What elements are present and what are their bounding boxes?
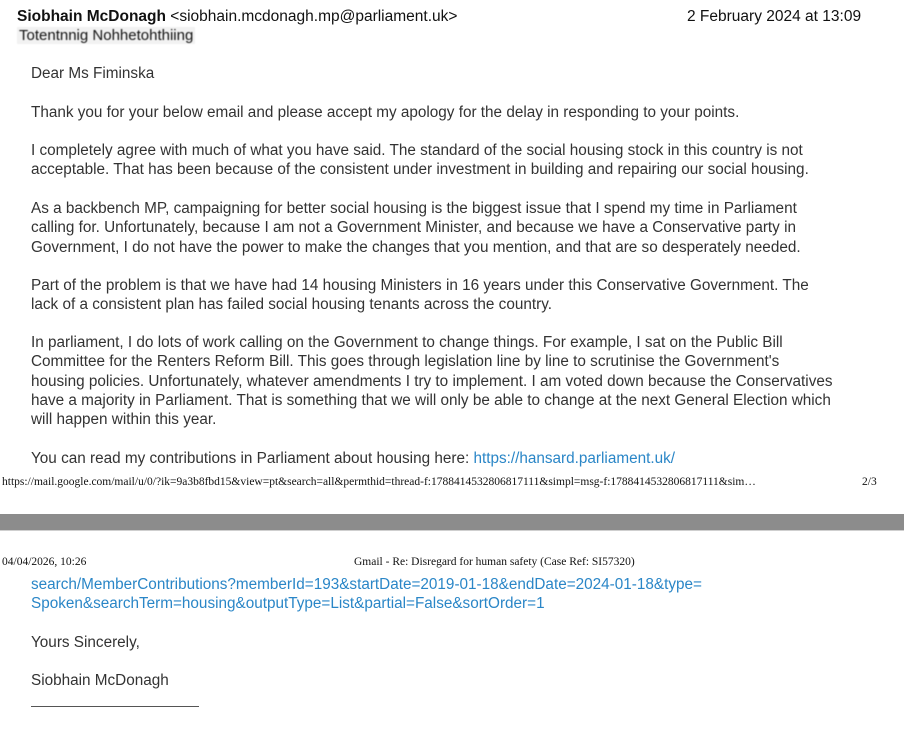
signature-divider — [31, 706, 199, 707]
closing-text: Yours Sincerely, — [31, 634, 140, 651]
signature-name: Siobhain McDonagh — [31, 672, 169, 689]
paragraph-5 — [31, 333, 871, 429]
greeting-text: Dear Ms Fiminska — [31, 65, 155, 82]
hansard-link-line-1[interactable]: search/MemberContributions?memberId=193&startDate=2019-01-18&endDate=2024-01-18&type= — [31, 576, 702, 593]
closing — [31, 633, 871, 652]
sender — [17, 8, 457, 26]
paragraph-4-line-2: lack of a consistent plan has failed social housing tenants across the country. — [31, 296, 552, 314]
greeting — [31, 64, 871, 83]
paragraph-1 — [31, 103, 871, 122]
paragraph-1-line-1: Thank you for your below email and please accept my apology for the delay in responding to your points. — [31, 104, 740, 121]
paragraph-5-line-5: will happen within this year. — [31, 411, 217, 429]
print-footer-url: https://mail.google.com/mail/u/0/?ik=9a3b8fbd15&view=pt&search=all&permthid=thread-f:1788414532806817111&simpl=msg-f:1788414532806817111&sim… — [2, 476, 756, 488]
paragraph-4 — [31, 276, 871, 315]
paragraph-6-text: You can read my contributions in Parliament about housing here: — [31, 450, 474, 467]
paragraph-6-line-1 — [31, 449, 871, 468]
paragraph-2 — [31, 141, 871, 180]
hansard-link-line-2[interactable]: Spoken&searchTerm=housing&outputType=List&partial=False&sortOrder=1 — [31, 595, 545, 613]
sender-email: <siobhain.mcdonagh.mp@parliament.uk> — [170, 8, 458, 25]
page-break-band — [0, 514, 904, 530]
hansard-link[interactable]: https://hansard.parliament.uk/ — [473, 450, 675, 467]
paragraph-3-line-3: Government, I do not have the power to make the changes that you mention, and that are so desperately needed. — [31, 238, 801, 256]
paragraph-5-line-4: have a majority in Parliament. That is something that we will only be able to change at the next General Election which — [31, 391, 831, 409]
paragraph-3-line-2: calling for. Unfortunately, because I am not a Government Minister, and because we have a Conservative party in — [31, 219, 796, 237]
paragraph-6 — [31, 449, 871, 468]
print-header-datetime: 04/04/2026, 10:26 — [2, 556, 87, 568]
hansard-link-continuation — [31, 575, 871, 614]
signature — [31, 671, 871, 690]
email-date: 2 February 2024 at 13:09 — [687, 8, 862, 25]
page-break-edge — [0, 530, 904, 531]
paragraph-2-line-1: I completely agree with much of what you have said. The standard of the social housing stock in this country is not — [31, 142, 803, 159]
sender-name: Siobhain McDonagh — [17, 8, 166, 25]
paragraph-5-line-1: In parliament, I do lots of work calling on the Government to change things. For example, I sat on the Public Bill — [31, 334, 783, 351]
paragraph-5-line-2: Committee for the Renters Reform Bill. This goes through legislation line by line to scrutinise the Government's — [31, 353, 780, 371]
paragraph-3-line-1: As a backbench MP, campaigning for better social housing is the biggest issue that I spend my time in Parliament — [31, 200, 797, 217]
print-header-title: Gmail - Re: Disregard for human safety (Case Ref: SI57320) — [354, 556, 635, 568]
paragraph-2-line-2: acceptable. That has been because of the consistent under investment in building and repairing our social housing. — [31, 161, 809, 179]
paragraph-3 — [31, 199, 871, 257]
print-footer-page-number: 2/3 — [862, 476, 877, 488]
paragraph-5-line-3: housing policies. Unfortunately, whatever amendments I try to implement. I am voted down because the Conservatives — [31, 372, 833, 390]
recipient-redacted: Totentnnig Nohhetohthiing — [19, 27, 194, 44]
paragraph-4-line-1: Part of the problem is that we have had 14 housing Ministers in 16 years under this Conservative Government. The — [31, 277, 809, 294]
